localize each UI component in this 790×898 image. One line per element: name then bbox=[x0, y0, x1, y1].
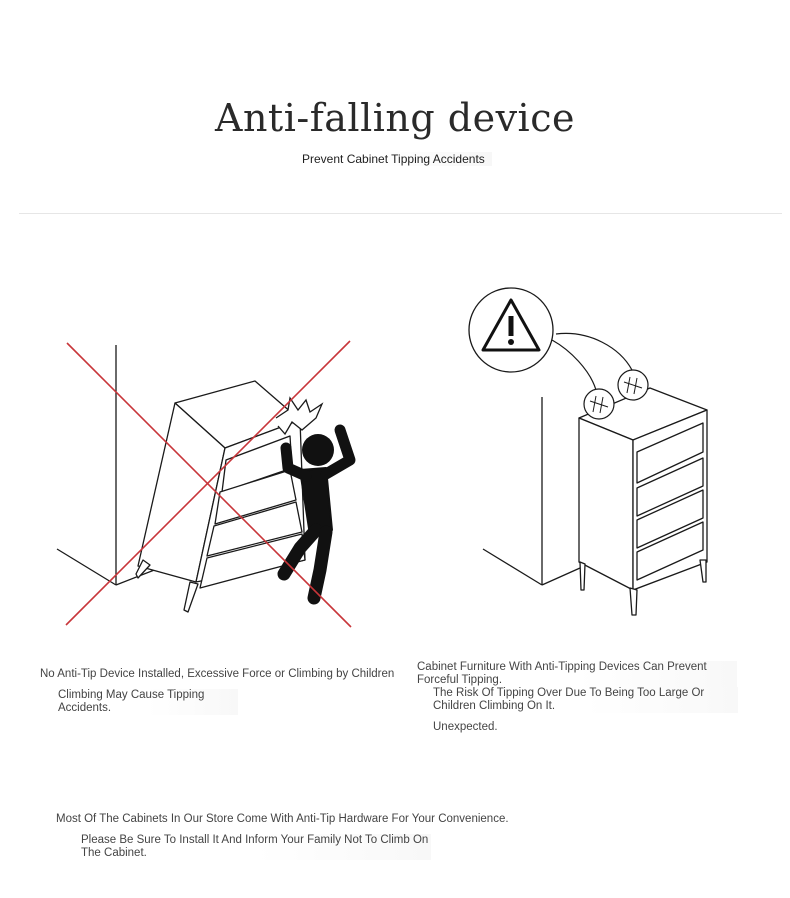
page-subtitle: Prevent Cabinet Tipping Accidents bbox=[302, 152, 492, 166]
right-caption-extra: Unexpected. bbox=[433, 721, 498, 733]
left-caption: No Anti-Tip Device Installed, Excessive Force or Climbing by Children bbox=[40, 668, 395, 680]
right-caption-detail: The Risk Of Tipping Over Due To Being Too Large Or Children Climbing On It. bbox=[433, 687, 738, 713]
page-title: Anti-falling device bbox=[215, 96, 575, 140]
left-caption-detail: Climbing May Cause Tipping Accidents. bbox=[58, 689, 238, 715]
footer-line-2: Please Be Sure To Install It And Inform Your Family Not To Climb On The Cabinet. bbox=[81, 834, 431, 860]
right-caption: Cabinet Furniture With Anti-Tipping Devices Can Prevent Forceful Tipping. bbox=[417, 661, 737, 687]
footer-line-1: Most Of The Cabinets In Our Store Come With Anti-Tip Hardware For Your Convenience. bbox=[56, 813, 509, 825]
